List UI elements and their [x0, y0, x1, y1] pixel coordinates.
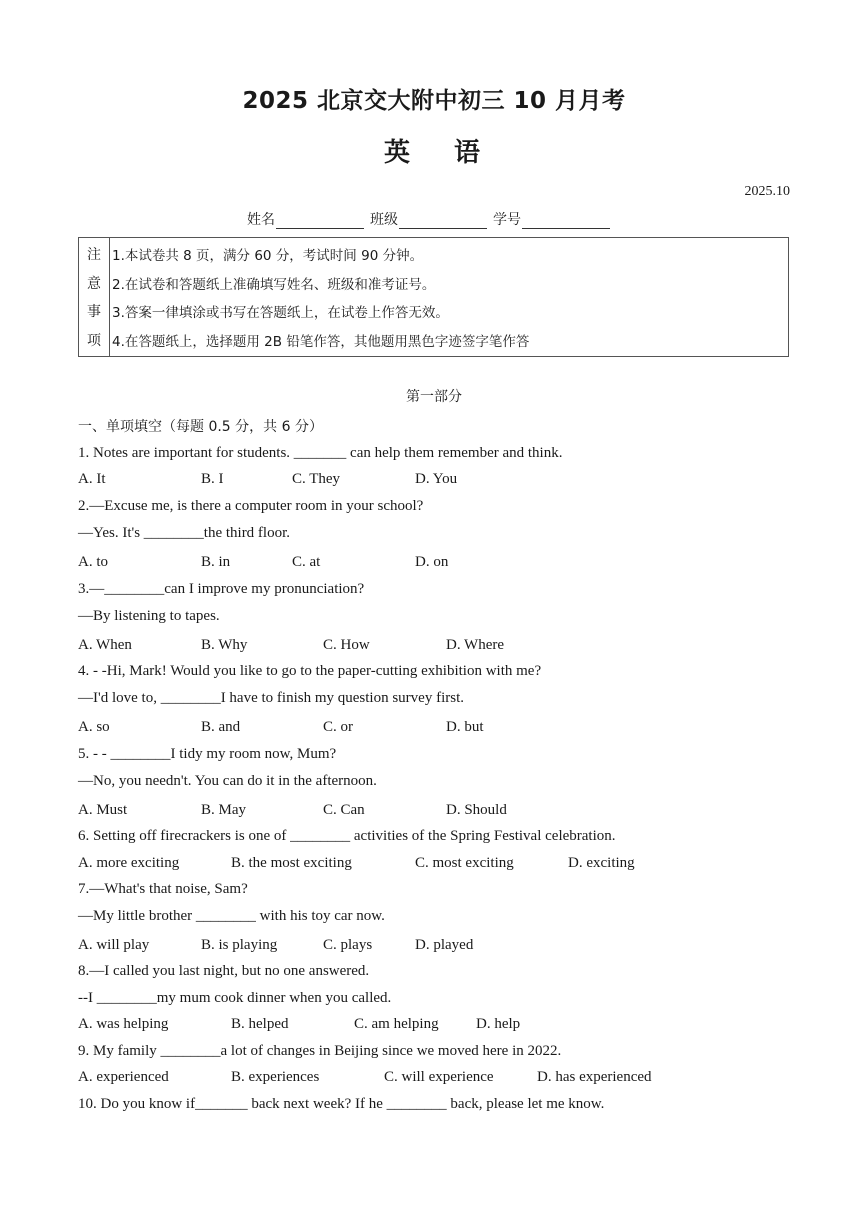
class-field[interactable] — [370, 209, 487, 229]
option-c[interactable]: C. most exciting — [415, 855, 514, 871]
option-c[interactable]: C. will experience — [384, 1069, 494, 1085]
notice-label-char: 注 — [87, 247, 101, 264]
option-d[interactable]: D. help — [476, 1016, 521, 1032]
notice-label-char: 意 — [87, 275, 101, 292]
class-label: 班级 — [370, 212, 398, 228]
notice-box — [78, 237, 789, 357]
section-title: 一、单项填空（每题 0.5 分，共 6 分） — [78, 419, 323, 435]
question-stem-reply: —No, you needn't. You can do it in the afternoon. — [78, 773, 377, 789]
class-blank[interactable] — [399, 212, 487, 229]
option-d[interactable]: D. but — [446, 719, 484, 735]
question-stem: 2.—Excuse me, is there a computer room in your school? — [78, 498, 424, 514]
name-blank[interactable] — [276, 212, 364, 229]
student-info-line — [247, 209, 610, 229]
option-d[interactable]: D. on — [415, 554, 449, 570]
notice-items — [110, 238, 788, 356]
option-b[interactable]: B. experiences — [231, 1069, 320, 1085]
question-stem: 10. Do you know if_______ back next week? If he ________ back, please let me know. — [78, 1096, 605, 1112]
option-b[interactable]: B. the most exciting — [231, 855, 352, 871]
option-a[interactable]: A. When — [78, 637, 132, 653]
option-a[interactable]: A. was helping — [78, 1016, 169, 1032]
option-d[interactable]: D. exciting — [568, 855, 635, 871]
question-stem-reply: —I'd love to, ________I have to finish my question survey first. — [78, 690, 464, 706]
option-c[interactable]: C. am helping — [354, 1016, 439, 1032]
option-b[interactable]: B. is playing — [201, 937, 278, 953]
notice-item: 3.答案一律填涂或书写在答题纸上，在试卷上作答无效。 — [112, 305, 449, 322]
question-stem: 4. - -Hi, Mark! Would you like to go to the paper-cutting exhibition with me? — [78, 663, 542, 679]
option-a[interactable]: A. so — [78, 719, 110, 735]
option-d[interactable]: D. You — [415, 471, 458, 487]
option-b[interactable]: B. and — [201, 719, 241, 735]
question-stem-reply: —Yes. It's ________the third floor. — [78, 525, 291, 541]
question-stem: 5. - - ________I tidy my room now, Mum? — [78, 746, 337, 762]
question-stem: 7.—What's that noise, Sam? — [78, 881, 248, 897]
option-c[interactable]: C. They — [292, 471, 341, 487]
option-a[interactable]: A. more exciting — [78, 855, 180, 871]
notice-label-char: 事 — [87, 304, 101, 321]
option-b[interactable]: B. in — [201, 554, 231, 570]
option-b[interactable]: B. helped — [231, 1016, 289, 1032]
option-d[interactable]: D. Should — [446, 802, 507, 818]
option-d[interactable]: D. has experienced — [537, 1069, 652, 1085]
exam-title: 2025 北京交大附中初三 10 月月考 — [242, 88, 626, 114]
notice-label-char: 项 — [87, 332, 101, 349]
option-c[interactable]: C. or — [323, 719, 353, 735]
option-a[interactable]: A. It — [78, 471, 106, 487]
option-d[interactable]: D. played — [415, 937, 474, 953]
option-c[interactable]: C. at — [292, 554, 321, 570]
option-b[interactable]: B. I — [201, 471, 224, 487]
question-stem: 1. Notes are important for students. _______ can help them remember and think. — [78, 445, 563, 461]
question-stem-reply: —By listening to tapes. — [78, 608, 220, 624]
question-stem: 3.—________can I improve my pronunciation? — [78, 581, 365, 597]
exam-date: 2025.10 — [744, 184, 790, 199]
option-d[interactable]: D. Where — [446, 637, 505, 653]
notice-label — [79, 238, 110, 356]
name-field[interactable] — [247, 209, 364, 229]
part-title: 第一部分 — [406, 389, 462, 405]
option-a[interactable]: A. to — [78, 554, 108, 570]
option-b[interactable]: B. May — [201, 802, 246, 818]
question-stem: 8.—I called you last night, but no one answered. — [78, 963, 370, 979]
notice-item: 4.在答题纸上，选择题用 2B 铅笔作答，其他题用黑色字迹签字笔作答 — [112, 333, 530, 350]
option-a[interactable]: A. Must — [78, 802, 128, 818]
question-stem-reply: --I ________my mum cook dinner when you called. — [78, 990, 392, 1006]
option-a[interactable]: A. will play — [78, 937, 150, 953]
id-label: 学号 — [493, 212, 521, 228]
question-stem: 6. Setting off firecrackers is one of ________ activities of the Spring Festival celebration. — [78, 828, 616, 844]
option-c[interactable]: C. How — [323, 637, 370, 653]
id-blank[interactable] — [522, 212, 610, 229]
question-stem: 9. My family ________a lot of changes in Beijing since we moved here in 2022. — [78, 1043, 562, 1059]
option-c[interactable]: C. Can — [323, 802, 365, 818]
notice-item: 2.在试卷和答题纸上准确填写姓名、班级和准考证号。 — [112, 276, 436, 293]
question-stem-reply: —My little brother ________ with his toy car now. — [78, 908, 385, 924]
name-label: 姓名 — [247, 212, 275, 228]
subject-title: 英语 — [383, 138, 524, 168]
id-field[interactable] — [493, 209, 610, 229]
notice-item: 1.本试卷共 8 页，满分 60 分，考试时间 90 分钟。 — [112, 248, 424, 265]
option-b[interactable]: B. Why — [201, 637, 248, 653]
option-a[interactable]: A. experienced — [78, 1069, 169, 1085]
option-c[interactable]: C. plays — [323, 937, 373, 953]
